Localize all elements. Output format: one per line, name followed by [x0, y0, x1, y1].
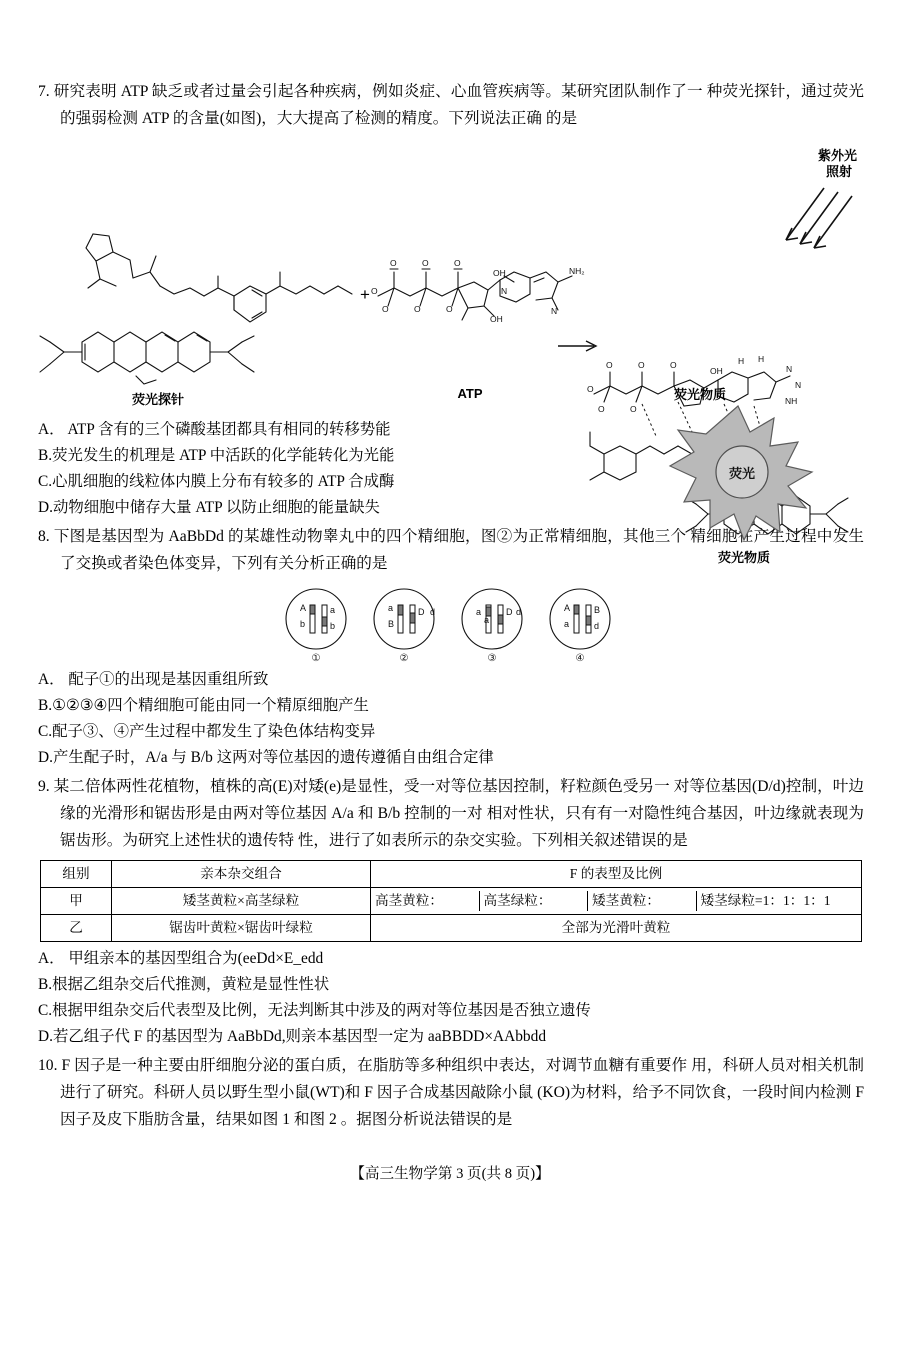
- svg-text:OH: OH: [490, 314, 503, 324]
- row-2-group: 乙: [41, 915, 112, 942]
- sperm-cell-caption-1: ①: [311, 653, 321, 664]
- row-2-f: 全部为光滑叶黄粒: [371, 915, 862, 942]
- svg-text:a: a: [330, 605, 336, 615]
- question-8-option-a: A． 配子①的出现是基因重组所致: [38, 671, 269, 688]
- sperm-cell-caption-3: ③: [487, 653, 497, 664]
- question-8-option-b: B.①②③④四个精细胞可能由同一个精原细胞产生: [38, 697, 369, 714]
- question-10-stem-line-2: 用，科研人员对相关机制进行了研究。科研人员以野生型小鼠(WT)和 F 因子合成基因敲除小鼠: [60, 1057, 864, 1101]
- label-fluorescence: 荧光: [728, 466, 756, 481]
- table-row: [41, 888, 862, 915]
- svg-text:O: O: [606, 360, 613, 370]
- label-probe: 荧光探针: [131, 392, 185, 407]
- question-8-stem-line-1: 下图是基因型为 AaBbDd 的某雄性动物睾丸中的四个精细胞，图②为正常精细胞，其他三个: [53, 528, 687, 545]
- question-7-stem-line-1: 研究表明 ATP 缺乏或者过量会引起各种疾病，例如炎症、心血管疾病等。某研究团队制作了一: [53, 83, 703, 100]
- svg-text:O: O: [598, 404, 605, 414]
- svg-text:d: d: [430, 607, 436, 617]
- question-9-stem-line-1: 某二倍体两性花植物，植株的高(E)对矮(e)是显性，受一对等位基因控制，籽粒颜色受另一: [53, 778, 670, 795]
- svg-text:N: N: [551, 306, 558, 316]
- svg-text:OH: OH: [710, 366, 723, 376]
- row-1-group: 甲: [41, 888, 112, 915]
- question-9-stem-line-3: 相对性状，只有有一对隐性纯合基因，叶边缘就表现为锯齿形。为研究上述性状的遗传特: [60, 805, 864, 849]
- uv-arrows: [786, 188, 852, 248]
- svg-text:O: O: [446, 304, 453, 314]
- row-1-f: [371, 888, 862, 915]
- question-10-stem-line-4: 2 。据图分析说法错误的是: [329, 1111, 513, 1128]
- question-8-option-c: C.配子③、④产生过程中都发生了染色体结构变异: [38, 723, 376, 740]
- svg-text:O: O: [630, 404, 637, 414]
- svg-text:O: O: [390, 258, 397, 268]
- question-9: [38, 773, 864, 1050]
- row-1-f-part-2: 高茎绿粒：: [479, 891, 588, 911]
- svg-text:O: O: [382, 304, 389, 314]
- svg-text:NH: NH: [785, 396, 798, 406]
- svg-text:A: A: [300, 603, 307, 613]
- svg-text:H: H: [738, 356, 745, 366]
- question-9-option-a: A． 甲组亲本的基因型组合为(eeDd×E_edd: [38, 950, 324, 967]
- svg-text:O: O: [422, 258, 429, 268]
- svg-text:b: b: [330, 621, 336, 631]
- svg-text:N: N: [786, 364, 793, 374]
- question-10-stem: [38, 1052, 864, 1133]
- table-header-row: [41, 861, 862, 888]
- svg-text:O: O: [414, 304, 421, 314]
- row-1-f-part-1: 高茎黄粒：: [375, 893, 443, 908]
- page-content: [38, 78, 864, 1135]
- cross-experiment-table: [40, 860, 862, 942]
- header-cross: 亲本杂交组合: [112, 861, 371, 888]
- row-1-cross: 矮茎黄粒×高茎绿粒: [112, 888, 371, 915]
- table-row: [41, 915, 862, 942]
- question-9-option-b: B.根据乙组杂交后代推测，黄粒是显性性状: [38, 976, 330, 993]
- question-9-number: 9.: [38, 778, 50, 795]
- svg-text:N: N: [795, 380, 802, 390]
- question-9-options: [38, 946, 864, 1050]
- svg-text:OH: OH: [493, 268, 506, 278]
- question-9-option-c: C.根据甲组杂交后代表型及比例，无法判断其中涉及的两对等位基因是否独立遗传: [38, 1002, 591, 1019]
- question-10: [38, 1052, 864, 1133]
- question-7-stem-line-3: 的是: [545, 110, 578, 127]
- svg-text:O: O: [670, 360, 677, 370]
- question-10-number: 10.: [38, 1057, 58, 1074]
- svg-text:N: N: [501, 286, 508, 296]
- question-9-stem-line-2: 对等位基因(D/d)控制，叶边缘的光滑形和锯齿形是由两对等位基因 A/a 和 B/b 控制的一对: [60, 778, 865, 822]
- label-uv-line2: 照射: [826, 164, 853, 179]
- svg-text:NH₂: NH₂: [569, 266, 585, 276]
- svg-text:D: D: [418, 607, 425, 617]
- page-footer: [0, 1161, 900, 1184]
- question-8-number: 8.: [38, 528, 50, 545]
- question-8-options: [38, 667, 864, 771]
- label-atp: ATP: [457, 386, 483, 401]
- svg-text:H: H: [758, 354, 765, 364]
- footer-text: 【高三生物学第 3 页(共 8 页)】: [350, 1166, 550, 1182]
- question-9-stem: [38, 773, 864, 854]
- svg-text:d: d: [594, 621, 600, 631]
- svg-text:O: O: [371, 286, 378, 296]
- label-uv-line1: 紫外光: [818, 148, 858, 163]
- row-1-f-part-3: 矮茎黄粒：: [587, 891, 696, 911]
- question-10-stem-line-1: F 因子是一种主要由肝细胞分泌的蛋白质，在脂肪等多种组织中表达，对调节血糖有重要作: [61, 1057, 688, 1074]
- question-7-option-d: D.动物细胞中储存大量 ATP 以防止细胞的能量缺失: [38, 499, 380, 516]
- plus-sign: +: [360, 285, 370, 304]
- label-fluorescent-substance-text: 荧光物质: [674, 387, 727, 402]
- svg-text:O: O: [638, 360, 645, 370]
- question-7-option-b: B.荧光发生的机理是 ATP 中活跃的化学能转化为光能: [38, 447, 395, 464]
- question-7-number: 7.: [38, 83, 50, 100]
- question-10-stem-line-3: (KO)为材料，给予不同饮食，一段时间内检测 F 因子及皮下脂肪含量，结果如图 1 和图: [60, 1084, 864, 1128]
- question-8-option-d: D.产生配子时，A/a 与 B/b 这两对等位基因的遗传遵循自由组合定律: [38, 749, 494, 766]
- header-f-phenotype: F 的表型及比例: [371, 861, 862, 888]
- svg-text:O: O: [587, 384, 594, 394]
- question-7-stem-line-2: 种荧光探针，通过荧光的强弱检测 ATP 的含量(如图)，大大提高了检测的精度。下列说法正确: [60, 83, 864, 127]
- svg-text:a: a: [564, 619, 570, 629]
- svg-text:D: D: [506, 607, 513, 617]
- question-7-stem: [38, 78, 864, 132]
- question-9-option-d: D.若乙组子代 F 的基因型为 AaBbDd,则亲本基因型一定为 aaBBDD×AAbbdd: [38, 1028, 547, 1045]
- svg-text:B: B: [388, 619, 395, 629]
- svg-text:a: a: [388, 603, 394, 613]
- header-group: 组别: [41, 861, 112, 888]
- question-9-stem-line-4: 性，进行了如表所示的杂交实验。下列相关叙述错误的是: [297, 832, 688, 849]
- svg-text:A: A: [564, 603, 571, 613]
- label-fluorescent-substance: 荧光物质: [717, 550, 771, 565]
- question-7-option-c: C.心肌细胞的线粒体内膜上分布有较多的 ATP 合成酶: [38, 473, 395, 490]
- row-1-f-part-4: 矮茎绿粒=1：1：1：1: [696, 891, 861, 911]
- svg-text:a: a: [476, 607, 482, 617]
- row-2-cross: 锯齿叶黄粒×锯齿叶绿粒: [112, 915, 371, 942]
- svg-text:B: B: [594, 605, 601, 615]
- svg-text:a: a: [484, 615, 490, 625]
- sperm-cell-caption-4: ④: [575, 653, 585, 664]
- svg-text:b: b: [300, 619, 306, 629]
- svg-text:O: O: [454, 258, 461, 268]
- sperm-cell-caption-2: ②: [399, 653, 409, 664]
- svg-text:d: d: [516, 607, 522, 617]
- question-7-option-a: A． ATP 含有的三个磷酸基团都具有相同的转移势能: [38, 421, 391, 438]
- question-8-stem-line-2: 精细胞在产生过程中发生了交换或者染色体变异，下列有关分析正确的是: [60, 528, 864, 572]
- figure-sperm-cells: [38, 583, 864, 663]
